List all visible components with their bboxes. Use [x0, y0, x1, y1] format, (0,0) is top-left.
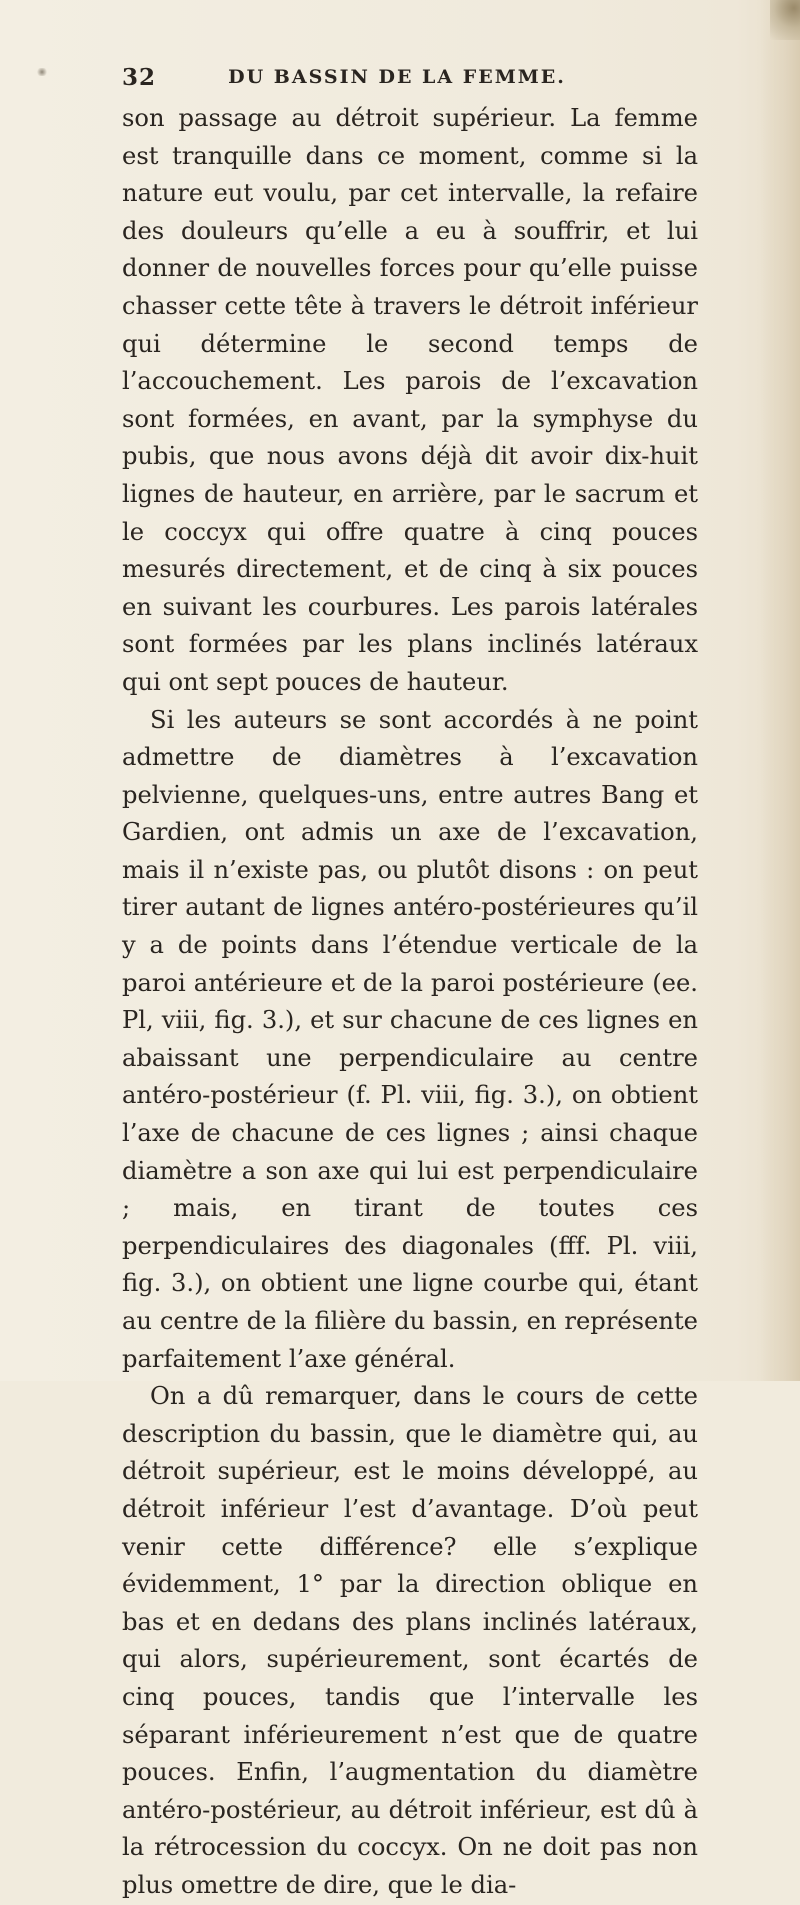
- paragraph-3: On a dû remarquer, dans le cours de cette description du bassin, que le diamètre qui, au détroit supérieur, est le moins développé, au détroit inférieur l’est d’avantage. D’où peut venir cette différence? elle s’explique évidemment, 1° par la direction oblique en bas et en dedans des plans inclinés latéraux, qui alors, supérieurement, sont écartés de cinq pouces, tandis que l’intervalle les séparant inférieurement n’est que de quatre pouces. Enfin, l’augmentation du diamètre antéro-postérieur, au détroit inférieur, est dû à la rétrocession du coccyx. On ne doit pas non plus omettre de dire, que le dia-: [122, 1382, 698, 1899]
- page-header: [122, 64, 672, 98]
- paper-speck: [36, 68, 48, 76]
- body-text: [122, 100, 698, 1905]
- paragraph-2: Si les auteurs se sont accordés à ne point admettre de diamètres à l’excavation pelvienne, quelques-uns, entre autres Bang et Gardien, ont admis un axe de l’excavation, mais il n’existe pas, ou plutôt disons : on peut tirer autant de lignes antéro-postérieures qu’il y a de points dans l’étendue verticale de la paroi antérieure et de la paroi postérieure (ee. Pl, viii, fig. 3.), et sur chacune de ces lignes en abaissant une perpendiculaire au centre antéro-postérieur (f. Pl. viii, fig. 3.), on obtient l’axe de chacune de ces lignes ; ainsi chaque diamètre a son axe qui lui est perpendiculaire ; mais, en tirant de toutes ces perpendiculaires des diagonales (fff. Pl. viii, fig. 3.), on obtient une ligne courbe qui, étant au centre de la filière du bassin, en représente parfaitement l’axe général.: [122, 705, 698, 1373]
- page-number: 32: [122, 64, 157, 91]
- corner-stain: [770, 0, 800, 40]
- paragraph-1: son passage au détroit supérieur. La femme est tranquille dans ce moment, comme si la nature eut voulu, par cet intervalle, la refaire des douleurs qu’elle a eu à souffrir, et lui donner de nouvelles forces pour qu’elle puisse chasser cette tête à travers le détroit inférieur qui détermine le second temps de l’accouchement. Les parois de l’excavation sont formées, en avant, par la symphyse du pubis, que nous avons déjà dit avoir dix-huit lignes de hauteur, en arrière, par le sacrum et le coccyx qui offre quatre à cinq pouces mesurés directement, et de cinq à six pouces en suivant les courbures. Les parois latérales sont formées par les plans inclinés latéraux qui ont sept pouces de hauteur.: [122, 104, 698, 696]
- page-edge-shadow: [760, 0, 800, 1381]
- running-head: DU BASSIN DE LA FEMME.: [228, 66, 566, 88]
